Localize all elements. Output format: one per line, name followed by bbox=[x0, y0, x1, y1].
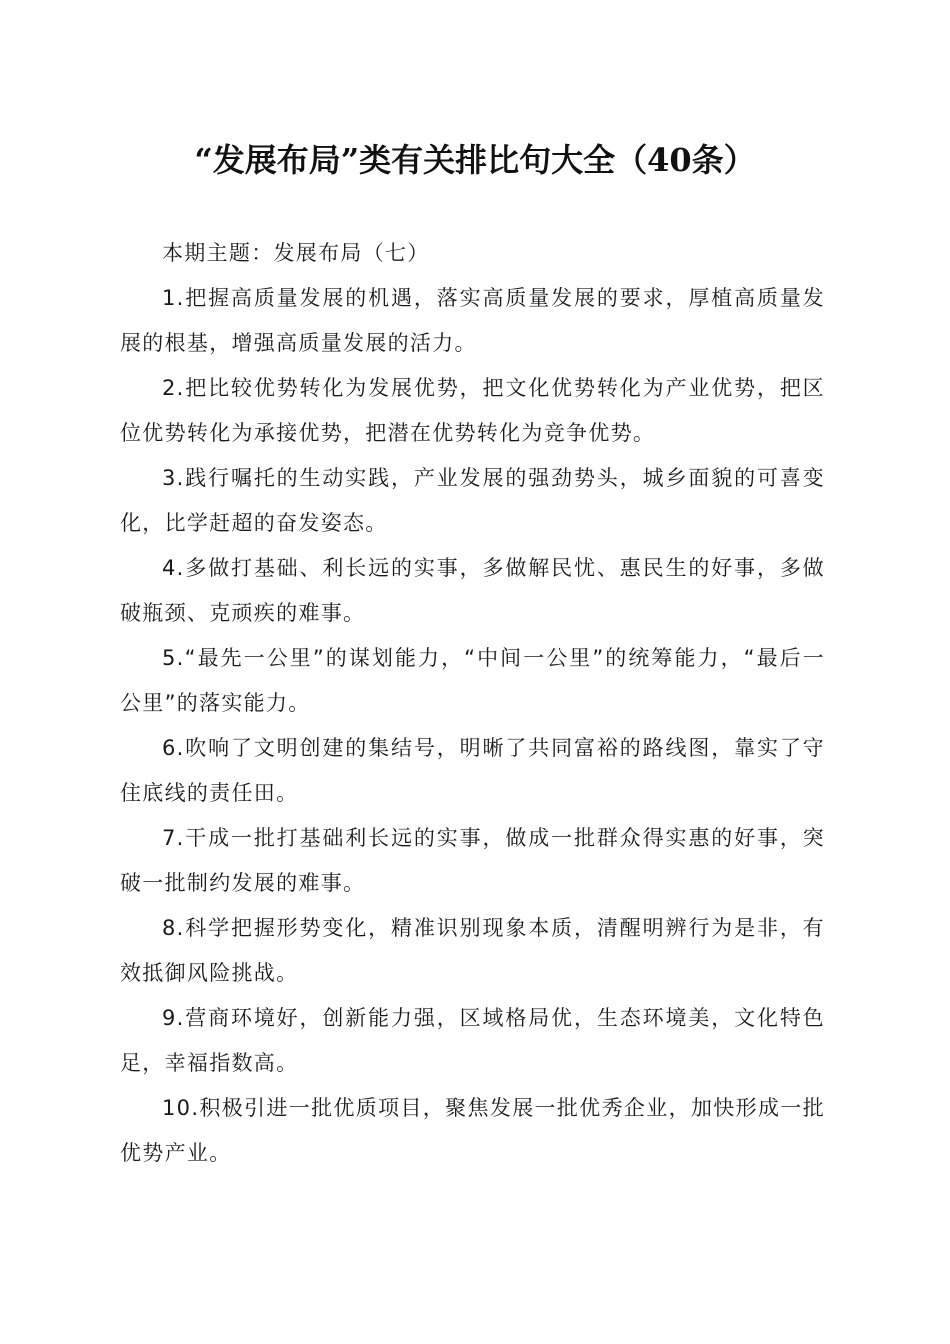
list-item: 9.营商环境好，创新能力强，区域格局优，生态环境美，文化特色足，幸福指数高。 bbox=[120, 1006, 825, 1075]
list-item: 5.“最先一公里”的谋划能力，“中间一公里”的统筹能力，“最后一公里”的落实能力。 bbox=[120, 646, 825, 715]
theme-line: 本期主题：发展布局（七） bbox=[162, 241, 430, 265]
list-item: 3.践行嘱托的生动实践，产业发展的强劲势头，城乡面貌的可喜变化，比学赶超的奋发姿态。 bbox=[120, 466, 825, 535]
list-item: 2.把比较优势转化为发展优势，把文化优势转化为产业优势，把区位优势转化为承接优势，把潜在优势转化为竞争优势。 bbox=[120, 376, 825, 445]
list-item: 6.吹响了文明创建的集结号，明晰了共同富裕的路线图，靠实了守住底线的责任田。 bbox=[120, 736, 825, 805]
document-body bbox=[120, 231, 825, 1176]
list-item: 8.科学把握形势变化，精准识别现象本质，清醒明辨行为是非，有效抵御风险挑战。 bbox=[120, 916, 825, 985]
list-item: 10.积极引进一批优质项目，聚焦发展一批优秀企业，加快形成一批优势产业。 bbox=[120, 1096, 825, 1165]
list-item: 4.多做打基础、利长远的实事，多做解民忧、惠民生的好事，多做破瓶颈、克顽疾的难事。 bbox=[120, 556, 825, 625]
document-title: “发展布局”类有关排比句大全（40条） bbox=[194, 141, 756, 179]
list-item: 1.把握高质量发展的机遇，落实高质量发展的要求，厚植高质量发展的根基，增强高质量发展的活力。 bbox=[120, 286, 825, 355]
list-item: 7.干成一批打基础利长远的实事，做成一批群众得实惠的好事，突破一批制约发展的难事。 bbox=[120, 826, 825, 895]
